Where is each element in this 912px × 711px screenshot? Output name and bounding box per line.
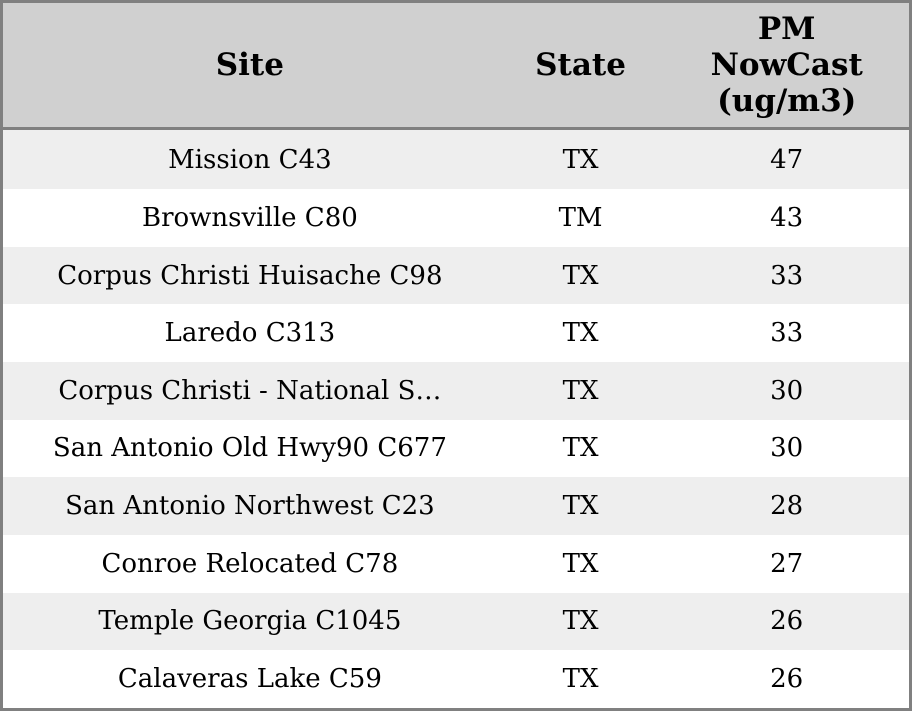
site-cell: Brownsville C80 (141, 202, 358, 233)
state-cell: TX (562, 260, 599, 291)
site-cell: Calaveras Lake C59 (117, 664, 382, 695)
table-row (3, 247, 909, 305)
table-row (3, 477, 909, 535)
site-cell: Temple Georgia C1045 (98, 606, 402, 637)
pm-nowcast-cell: 30 (770, 433, 804, 464)
pm-nowcast-cell: 27 (770, 548, 804, 579)
state-cell: TX (562, 606, 599, 637)
column-header-site[interactable]: Site (3, 3, 497, 129)
table-row (3, 362, 909, 420)
table-row (3, 535, 909, 593)
state-cell: TX (562, 318, 599, 349)
state-cell: TX (562, 664, 599, 695)
column-header-pm-nowcast[interactable] (664, 3, 909, 129)
pm-nowcast-cell: 43 (770, 202, 804, 233)
state-cell: TX (562, 491, 599, 522)
pm-nowcast-cell: 26 (770, 606, 804, 637)
site-cell: Laredo C313 (164, 318, 336, 349)
table-row (3, 650, 909, 708)
table-row (3, 593, 909, 651)
pm-nowcast-cell: 26 (770, 664, 804, 695)
air-quality-table (3, 3, 909, 708)
pm-nowcast-cell: 47 (770, 144, 804, 175)
column-header-state[interactable]: State (497, 3, 665, 129)
pm-nowcast-cell: 33 (770, 260, 804, 291)
site-cell: San Antonio Northwest C23 (65, 491, 435, 522)
site-cell: Corpus Christi - National S… (58, 375, 442, 406)
state-cell: TX (562, 144, 599, 175)
site-cell: Mission C43 (168, 144, 332, 175)
state-cell: TX (562, 548, 599, 579)
state-cell: TM (558, 202, 603, 233)
state-cell: TX (562, 433, 599, 464)
site-cell: Conroe Relocated C78 (101, 548, 399, 579)
table-header-row (3, 3, 909, 129)
column-header-pm-nowcast-label: PM NowCast (ug/m3) (710, 11, 863, 119)
table-row (3, 420, 909, 478)
site-cell: San Antonio Old Hwy90 C677 (52, 433, 447, 464)
table-row (3, 304, 909, 362)
table-row (3, 129, 909, 190)
pm-nowcast-cell: 30 (770, 375, 804, 406)
state-cell: TX (562, 375, 599, 406)
site-cell: Corpus Christi Huisache C98 (57, 260, 443, 291)
pm-nowcast-cell: 33 (770, 318, 804, 349)
pm-nowcast-cell: 28 (770, 491, 804, 522)
table-row (3, 189, 909, 247)
